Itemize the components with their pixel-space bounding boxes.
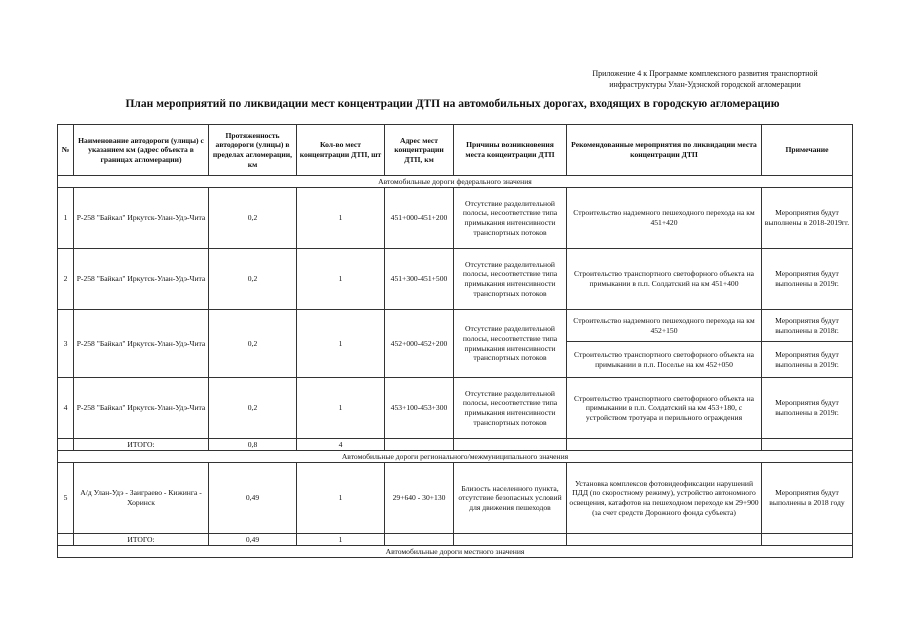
row-causes: Отсутствие разделительной полосы, несоответствие типа примыкания интенсивности транспортных потоков — [454, 378, 567, 439]
section-local-label: Автомобильные дороги местного значения — [58, 546, 853, 558]
row-note: Мероприятия будут выполнены в 2018г. — [762, 310, 853, 342]
row-causes: Отсутствие разделительной полосы, несоответствие типа примыкания интенсивности транспортных потоков — [454, 249, 567, 310]
row-length: 0,49 — [209, 463, 297, 534]
row-count: 1 — [297, 249, 385, 310]
row-address: 29+640 - 30+130 — [385, 463, 454, 534]
row-count: 1 — [297, 188, 385, 249]
total-empty — [385, 534, 454, 546]
total-length: 0,8 — [209, 439, 297, 451]
row-road: Р-258 "Байкал" Иркутск-Улан-Удэ-Чита — [74, 249, 209, 310]
total-empty — [454, 439, 567, 451]
row-length: 0,2 — [209, 249, 297, 310]
section-regional-label: Автомобильные дороги регионального/межмуниципального значения — [58, 451, 853, 463]
appendix-line-1: Приложение 4 к Программе комплексного развития транспортной — [592, 69, 818, 78]
document-title: План мероприятий по ликвидации мест концентрации ДТП на автомобильных дорогах, входящих в городскую агломерацию — [125, 98, 780, 110]
header-address: Адрес мест концентрации ДТП, км — [385, 125, 454, 176]
header-causes: Причины возникновения места концентрации ДТП — [454, 125, 567, 176]
total-empty — [385, 439, 454, 451]
row-measures: Строительство надземного пешеходного перехода на км 451+420 — [567, 188, 762, 249]
measures-table — [57, 124, 853, 558]
total-empty — [567, 439, 762, 451]
row-causes: Отсутствие разделительной полосы, несоответствие типа примыкания интенсивности транспортных потоков — [454, 310, 567, 378]
row-length: 0,2 — [209, 378, 297, 439]
row-causes: Близость населенного пункта, отсутствие безопасных условий для движения пешеходов — [454, 463, 567, 534]
appendix-line-2: инфраструктуры Улан-Удэнской городской агломерации — [609, 80, 801, 89]
total-empty — [454, 534, 567, 546]
row-note: Мероприятия будут выполнены в 2018 году — [762, 463, 853, 534]
row-measures: Строительство транспортного светофорного объекта на примыкании в п.п. Поселье на км 452+050 — [567, 342, 762, 378]
section-federal — [58, 176, 853, 188]
row-measures: Строительство надземного пешеходного перехода на км 452+150 — [567, 310, 762, 342]
row-count: 1 — [297, 463, 385, 534]
total-empty — [567, 534, 762, 546]
total-label: ИТОГО: — [74, 534, 209, 546]
table-row — [58, 188, 853, 249]
total-empty — [762, 534, 853, 546]
row-num: 4 — [58, 378, 74, 439]
row-note: Мероприятия будут выполнены в 2019г. — [762, 342, 853, 378]
row-measures: Установка комплексов фотовидеофиксации нарушений ПДД (по скоростному режиму), устройство автономного освещения, катафотов на пешеходном переходе км 29+900 (за счет средств Дорожного фонда субъекта) — [567, 463, 762, 534]
header-road: Наименование автодороги (улицы) с указанием км (адрес объекта в границах агломерации) — [74, 125, 209, 176]
appendix-note — [560, 68, 850, 90]
row-measures: Строительство транспортного светофорного объекта на примыкании в п.п. Солдатский на км 453+180, с устройством тротуара и перильного ограждения — [567, 378, 762, 439]
row-road: Р-258 "Байкал" Иркутск-Улан-Удэ-Чита — [74, 310, 209, 378]
row-note: Мероприятия будут выполнены в 2019г. — [762, 378, 853, 439]
section-federal-label: Автомобильные дороги федерального значения — [58, 176, 853, 188]
row-count: 1 — [297, 378, 385, 439]
header-measures: Рекомендованные мероприятия по ликвидации места концентрации ДТП — [567, 125, 762, 176]
row-measures: Строительство транспортного светофорного объекта на примыкании в п.п. Солдатский на км 451+400 — [567, 249, 762, 310]
header-count: Кол-во мест концентрации ДТП, шт — [297, 125, 385, 176]
row-causes: Отсутствие разделительной полосы, несоответствие типа примыкания интенсивности транспортных потоков — [454, 188, 567, 249]
total-count: 4 — [297, 439, 385, 451]
total-empty — [762, 439, 853, 451]
row-num: 3 — [58, 310, 74, 378]
row-road: Р-258 "Байкал" Иркутск-Улан-Удэ-Чита — [74, 188, 209, 249]
row-road: Р-258 "Байкал" Иркутск-Улан-Удэ-Чита — [74, 378, 209, 439]
table-row — [58, 378, 853, 439]
row-address: 451+300-451+500 — [385, 249, 454, 310]
row-count: 1 — [297, 310, 385, 378]
total-row-regional — [58, 534, 853, 546]
row-length: 0,2 — [209, 188, 297, 249]
section-local — [58, 546, 853, 558]
table-header-row — [58, 125, 853, 176]
row-address: 451+000-451+200 — [385, 188, 454, 249]
row-note: Мероприятия будут выполнены в 2019г. — [762, 249, 853, 310]
row-num: 2 — [58, 249, 74, 310]
header-length: Протяженность автодороги (улицы) в пределах агломерации, км — [209, 125, 297, 176]
total-empty — [58, 439, 74, 451]
header-num: № — [58, 125, 74, 176]
row-num: 5 — [58, 463, 74, 534]
section-regional — [58, 451, 853, 463]
total-row-federal — [58, 439, 853, 451]
row-note: Мероприятия будут выполнены в 2018-2019гг. — [762, 188, 853, 249]
row-length: 0,2 — [209, 310, 297, 378]
total-label: ИТОГО: — [74, 439, 209, 451]
total-count: 1 — [297, 534, 385, 546]
table-row — [58, 249, 853, 310]
table-row — [58, 310, 853, 342]
table-row — [58, 463, 853, 534]
header-note: Примечание — [762, 125, 853, 176]
total-empty — [58, 534, 74, 546]
row-road: А/д Улан-Удэ - Заиграево - Кижинга - Хоринск — [74, 463, 209, 534]
row-address: 452+000-452+200 — [385, 310, 454, 378]
total-length: 0,49 — [209, 534, 297, 546]
row-address: 453+100-453+300 — [385, 378, 454, 439]
row-num: 1 — [58, 188, 74, 249]
